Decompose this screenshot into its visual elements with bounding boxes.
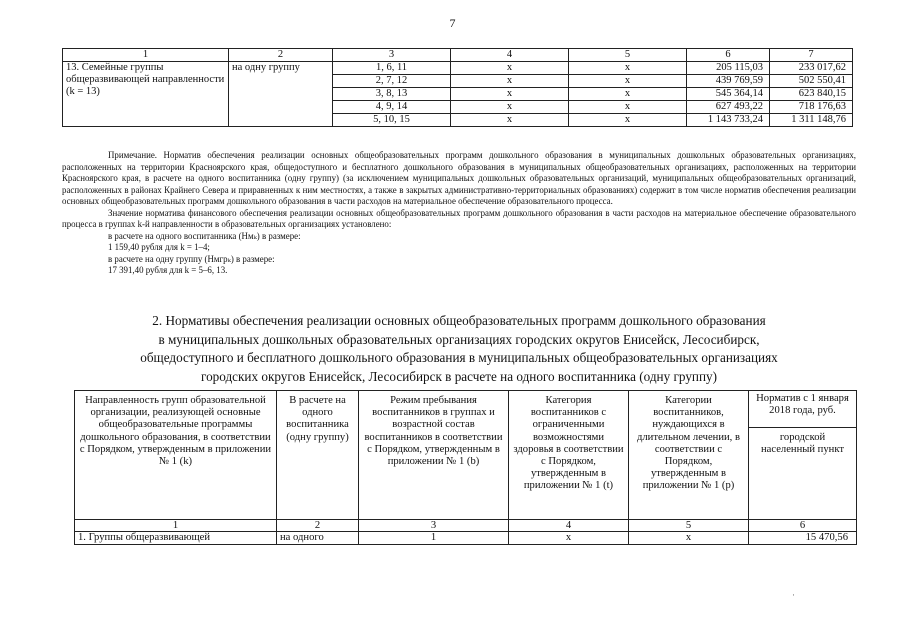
value-cell: 233 017,62: [770, 62, 853, 75]
value-cell: 502 550,41: [770, 75, 853, 88]
cell: х: [451, 62, 569, 75]
heading-line: городских округов Енисейск, Лесосибирск в расчете на одного воспитанника (одну группу): [200, 368, 718, 384]
mode-cell: 1: [359, 532, 509, 545]
group-cell: 1. Группы общеразвивающей: [75, 532, 277, 545]
unit-label: на одну группу: [229, 62, 333, 127]
page-number: 7: [449, 16, 456, 30]
cell: х: [569, 114, 687, 127]
section-heading: [62, 312, 856, 386]
value-cell: 627 493,22: [687, 101, 770, 114]
ages-cell: 3, 8, 13: [333, 88, 451, 101]
col-header: 4: [451, 49, 569, 62]
value-cell: 15 470,56: [749, 532, 857, 545]
heading-line: в муниципальных дошкольных образовательных организациях городских округов Енисейск, Лесосибирск,: [158, 331, 760, 347]
group-label: 13. Семейные группы общеразвивающей направленности (k = 13): [63, 62, 229, 127]
ages-cell: 4, 9, 14: [333, 101, 451, 114]
note-line: в расчете на одну группу (Нмгрₖ) в размере:: [108, 253, 275, 264]
heading-line: 2. Нормативы обеспечения реализации основных общеобразовательных программ дошкольного образования: [152, 313, 766, 328]
value-cell: 439 769,59: [687, 75, 770, 88]
cell: х: [451, 114, 569, 127]
cell: х: [451, 75, 569, 88]
value-cell: 205 115,03: [687, 62, 770, 75]
header-settlement: городской населенный пункт: [749, 428, 857, 520]
table-row: [63, 62, 853, 75]
col-number: 3: [359, 520, 509, 532]
header-norm: Норматив с 1 января 2018 года, руб.: [749, 391, 857, 428]
value-cell: 623 840,15: [770, 88, 853, 101]
unit-cell: на одного: [277, 532, 359, 545]
col-header: 7: [770, 49, 853, 62]
col-number: 4: [509, 520, 629, 532]
cell: х: [569, 101, 687, 114]
cell: х: [569, 88, 687, 101]
value-cell: 718 176,63: [770, 101, 853, 114]
treatment-cell: х: [629, 532, 749, 545]
ages-cell: 2, 7, 12: [333, 75, 451, 88]
norms-table: [74, 390, 857, 545]
value-cell: 1 143 733,24: [687, 114, 770, 127]
cell: х: [451, 88, 569, 101]
ages-cell: 1, 6, 11: [333, 62, 451, 75]
col-header: 2: [229, 49, 333, 62]
col-header: 6: [687, 49, 770, 62]
table-number-row: [75, 520, 857, 532]
col-number: 1: [75, 520, 277, 532]
col-header: 5: [569, 49, 687, 62]
heading-line: общедоступного и бесплатного дошкольного образования в муниципальных общеобразовательных организациях: [140, 350, 778, 365]
table-header-row: [63, 49, 853, 62]
corner-mark: ·: [792, 590, 795, 600]
note-line: 1 159,40 рубля для k = 1–4;: [108, 242, 210, 252]
value-cell: 1 311 148,76: [770, 114, 853, 127]
note-paragraph: Значение норматива финансового обеспечения реализации основных общеобразовательных программ дошкольного образования в части расходов на материальное обеспечение образовательного процесса в группах k-й направленности в образовательных организациях установлено:: [62, 207, 856, 229]
col-number: 6: [749, 520, 857, 532]
col-header: 3: [333, 49, 451, 62]
header-mode: Режим пребывания воспитанников в группах и возрастной состав воспитанников в соответствии с Порядком, утвержденным в приложении № 1 (b): [359, 391, 509, 520]
note-line: в расчете на одного воспитанника (Нмₖ) в размере:: [108, 230, 301, 241]
top-table: [62, 48, 853, 127]
header-group: Направленность групп образовательной организации, реализующей основные общеобразовательные программы дошкольного образования, в соответствии с Порядком, утвержденным в приложении № 1 (k): [75, 391, 277, 520]
cell: х: [569, 62, 687, 75]
cell: х: [569, 75, 687, 88]
col-header: 1: [63, 49, 229, 62]
ages-cell: 5, 10, 15: [333, 114, 451, 127]
disability-cell: х: [509, 532, 629, 545]
table-row: [75, 532, 857, 545]
col-number: 2: [277, 520, 359, 532]
col-number: 5: [629, 520, 749, 532]
value-cell: 545 364,14: [687, 88, 770, 101]
table-header-row: [75, 391, 857, 428]
header-treatment: Категории воспитанников, нуждающихся в длительном лечении, в соответствии с Порядком, утвержденным в приложении № 1 (p): [629, 391, 749, 520]
header-disability: Категория воспитанников с ограниченными возможностями здоровья в соответствии с Порядком, утвержденным в приложении № 1 (t): [509, 391, 629, 520]
note-block: [62, 150, 856, 277]
header-unit: В расчете на одного воспитанника (одну группу): [277, 391, 359, 520]
cell: х: [451, 101, 569, 114]
note-line: 17 391,40 рубля для k = 5–6, 13.: [108, 265, 228, 275]
note-paragraph: Примечание. Норматив обеспечения реализации основных общеобразовательных программ дошкольного образования в муниципальных дошкольных образовательных организациях, расположенных на территории Красноярского края, общедоступного и бесплатного дошкольного образования в муниципальных общеобразовательных организациях, расположенных на территории Красноярского края, в расчете на одного воспитанника (одну группу) (за исключением муниципальных дошкольных образовательных организаций, муниципальных общеобразовательных организаций, расположенных в районах Крайнего Севера и приравненных к ним местностях, а также в закрытых административно-территориальных образованиях) содержит в том числе норматив обеспечения реализации основных общеобразовательных программ дошкольного образования в части расходов на материальное обеспечение образовательного процесса.: [62, 150, 856, 206]
